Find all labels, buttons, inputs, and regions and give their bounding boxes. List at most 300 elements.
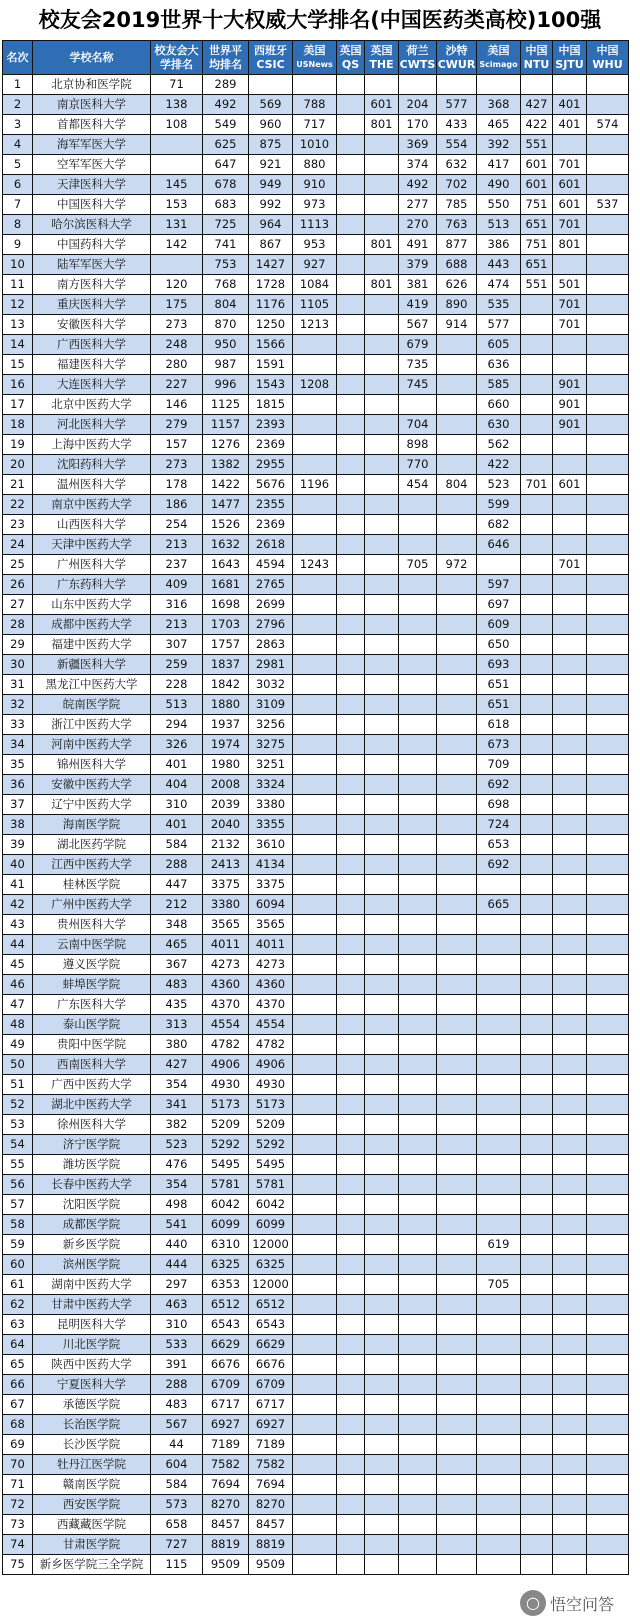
table-cell bbox=[337, 195, 365, 215]
table-cell bbox=[477, 1015, 521, 1035]
table-cell bbox=[587, 1255, 629, 1275]
table-cell bbox=[365, 1395, 399, 1415]
table-cell bbox=[553, 255, 587, 275]
table-cell bbox=[293, 735, 337, 755]
table-cell bbox=[587, 175, 629, 195]
table-cell bbox=[399, 935, 437, 955]
chat-bubble-icon: ○ bbox=[520, 1590, 546, 1616]
rank-cell: 29 bbox=[3, 635, 33, 655]
table-cell: 651 bbox=[521, 255, 553, 275]
table-row bbox=[3, 1215, 629, 1235]
table-cell: 289 bbox=[203, 75, 249, 95]
school-name-cell: 山东中医药大学 bbox=[33, 595, 151, 615]
table-cell: 698 bbox=[477, 795, 521, 815]
table-cell: 4554 bbox=[249, 1015, 293, 1035]
table-cell bbox=[399, 1055, 437, 1075]
school-name-cell: 江西中医药大学 bbox=[33, 855, 151, 875]
table-cell: 6629 bbox=[249, 1335, 293, 1355]
table-cell bbox=[399, 1135, 437, 1155]
table-cell bbox=[437, 1055, 477, 1075]
table-cell bbox=[521, 815, 553, 835]
table-cell: 4554 bbox=[203, 1015, 249, 1035]
table-cell: 120 bbox=[151, 275, 203, 295]
table-cell: 601 bbox=[521, 155, 553, 175]
table-cell: 427 bbox=[521, 95, 553, 115]
school-name-cell: 成都医学院 bbox=[33, 1215, 151, 1235]
table-cell bbox=[587, 655, 629, 675]
table-cell bbox=[365, 1155, 399, 1175]
rank-cell: 38 bbox=[3, 815, 33, 835]
table-cell bbox=[337, 655, 365, 675]
table-cell bbox=[521, 455, 553, 475]
table-cell: 146 bbox=[151, 395, 203, 415]
table-cell bbox=[553, 1255, 587, 1275]
table-cell bbox=[293, 675, 337, 695]
table-cell: 270 bbox=[399, 215, 437, 235]
table-cell bbox=[437, 455, 477, 475]
rank-cell: 57 bbox=[3, 1195, 33, 1215]
table-cell: 4594 bbox=[249, 555, 293, 575]
table-cell bbox=[587, 855, 629, 875]
table-cell bbox=[399, 1355, 437, 1375]
table-cell bbox=[587, 715, 629, 735]
table-cell bbox=[587, 95, 629, 115]
school-name-cell: 沈阳药科大学 bbox=[33, 455, 151, 475]
rank-cell: 23 bbox=[3, 515, 33, 535]
column-header bbox=[33, 41, 151, 75]
table-cell bbox=[587, 815, 629, 835]
table-cell: 294 bbox=[151, 715, 203, 735]
school-name-cell: 大连医科大学 bbox=[33, 375, 151, 395]
table-cell bbox=[399, 875, 437, 895]
table-cell bbox=[521, 1255, 553, 1275]
table-cell: 697 bbox=[477, 595, 521, 615]
table-cell: 4370 bbox=[249, 995, 293, 1015]
table-cell: 550 bbox=[477, 195, 521, 215]
table-cell bbox=[553, 455, 587, 475]
table-row bbox=[3, 155, 629, 175]
table-cell bbox=[365, 1235, 399, 1255]
table-cell bbox=[337, 815, 365, 835]
table-cell: 618 bbox=[477, 715, 521, 735]
table-cell bbox=[553, 735, 587, 755]
table-cell bbox=[553, 1375, 587, 1395]
rank-cell: 27 bbox=[3, 595, 33, 615]
table-cell: 537 bbox=[587, 195, 629, 215]
table-cell bbox=[293, 395, 337, 415]
table-cell bbox=[399, 895, 437, 915]
table-cell: 768 bbox=[203, 275, 249, 295]
table-cell: 4011 bbox=[203, 935, 249, 955]
table-cell bbox=[477, 1495, 521, 1515]
table-cell bbox=[365, 695, 399, 715]
table-cell bbox=[437, 955, 477, 975]
table-cell bbox=[399, 1115, 437, 1135]
table-cell bbox=[521, 935, 553, 955]
table-cell: 259 bbox=[151, 655, 203, 675]
table-cell bbox=[293, 895, 337, 915]
table-cell bbox=[521, 495, 553, 515]
rank-cell: 72 bbox=[3, 1495, 33, 1515]
table-cell bbox=[587, 1075, 629, 1095]
table-cell bbox=[365, 635, 399, 655]
table-cell: 1757 bbox=[203, 635, 249, 655]
table-cell: 3256 bbox=[249, 715, 293, 735]
table-cell: 1084 bbox=[293, 275, 337, 295]
watermark bbox=[514, 1588, 620, 1618]
table-cell bbox=[293, 855, 337, 875]
table-cell: 6927 bbox=[203, 1415, 249, 1435]
table-cell: 626 bbox=[437, 275, 477, 295]
school-name-cell: 广东药科大学 bbox=[33, 575, 151, 595]
table-cell bbox=[587, 1055, 629, 1075]
table-cell bbox=[293, 695, 337, 715]
table-cell bbox=[521, 1155, 553, 1175]
table-cell bbox=[399, 1155, 437, 1175]
school-name-cell: 中国医科大学 bbox=[33, 195, 151, 215]
table-cell bbox=[587, 155, 629, 175]
table-cell: 619 bbox=[477, 1235, 521, 1255]
table-cell: 651 bbox=[477, 675, 521, 695]
table-cell bbox=[337, 435, 365, 455]
table-row bbox=[3, 975, 629, 995]
table-cell: 170 bbox=[399, 115, 437, 135]
table-cell bbox=[365, 875, 399, 895]
table-cell: 443 bbox=[477, 255, 521, 275]
rank-cell: 30 bbox=[3, 655, 33, 675]
table-cell bbox=[365, 475, 399, 495]
table-cell: 6099 bbox=[249, 1215, 293, 1235]
table-cell: 763 bbox=[437, 215, 477, 235]
table-cell bbox=[437, 695, 477, 715]
table-cell: 1157 bbox=[203, 415, 249, 435]
table-cell bbox=[437, 575, 477, 595]
table-cell: 604 bbox=[151, 1455, 203, 1475]
table-cell bbox=[365, 1335, 399, 1355]
table-cell bbox=[521, 1515, 553, 1535]
table-cell: 435 bbox=[151, 995, 203, 1015]
table-cell bbox=[437, 795, 477, 815]
table-cell bbox=[553, 515, 587, 535]
table-cell: 2796 bbox=[249, 615, 293, 635]
table-cell bbox=[337, 1435, 365, 1455]
table-cell: 605 bbox=[477, 335, 521, 355]
table-cell bbox=[399, 395, 437, 415]
table-cell bbox=[587, 1435, 629, 1455]
table-cell bbox=[477, 1535, 521, 1555]
table-cell bbox=[337, 495, 365, 515]
table-cell bbox=[365, 75, 399, 95]
table-cell bbox=[587, 315, 629, 335]
table-cell bbox=[337, 415, 365, 435]
table-cell bbox=[293, 1055, 337, 1075]
table-cell: 8270 bbox=[249, 1495, 293, 1515]
table-cell: 369 bbox=[399, 135, 437, 155]
table-cell bbox=[521, 1195, 553, 1215]
table-cell bbox=[521, 1555, 553, 1575]
table-cell bbox=[337, 1355, 365, 1375]
table-cell bbox=[553, 1035, 587, 1055]
rank-cell: 24 bbox=[3, 535, 33, 555]
table-cell bbox=[399, 1395, 437, 1415]
table-cell: 1250 bbox=[249, 315, 293, 335]
table-cell bbox=[521, 1375, 553, 1395]
school-name-cell: 安徽医科大学 bbox=[33, 315, 151, 335]
table-cell: 692 bbox=[477, 775, 521, 795]
rank-cell: 21 bbox=[3, 475, 33, 495]
rank-cell: 15 bbox=[3, 355, 33, 375]
table-cell bbox=[437, 1495, 477, 1515]
column-header bbox=[293, 41, 337, 75]
table-cell bbox=[399, 1495, 437, 1515]
table-row bbox=[3, 255, 629, 275]
table-cell bbox=[553, 1535, 587, 1555]
table-cell: 673 bbox=[477, 735, 521, 755]
table-cell: 741 bbox=[203, 235, 249, 255]
column-header-line2: QS bbox=[341, 57, 360, 71]
table-cell: 6310 bbox=[203, 1235, 249, 1255]
table-cell bbox=[399, 775, 437, 795]
table-cell: 131 bbox=[151, 215, 203, 235]
table-cell: 391 bbox=[151, 1355, 203, 1375]
table-cell bbox=[437, 1535, 477, 1555]
table-cell: 688 bbox=[437, 255, 477, 275]
table-cell bbox=[587, 915, 629, 935]
table-cell: 115 bbox=[151, 1555, 203, 1575]
table-row bbox=[3, 1195, 629, 1215]
table-cell bbox=[365, 1555, 399, 1575]
table-cell: 368 bbox=[477, 95, 521, 115]
table-cell bbox=[399, 675, 437, 695]
table-cell: 785 bbox=[437, 195, 477, 215]
table-cell bbox=[337, 995, 365, 1015]
table-row bbox=[3, 435, 629, 455]
table-cell bbox=[587, 895, 629, 915]
school-name-cell: 宁夏医科大学 bbox=[33, 1375, 151, 1395]
table-cell: 483 bbox=[151, 1395, 203, 1415]
column-header bbox=[3, 41, 33, 75]
table-cell: 7189 bbox=[249, 1435, 293, 1455]
table-row bbox=[3, 615, 629, 635]
table-row bbox=[3, 995, 629, 1015]
table-cell bbox=[399, 1095, 437, 1115]
table-cell bbox=[437, 1335, 477, 1355]
table-cell bbox=[293, 1555, 337, 1575]
table-cell bbox=[553, 1455, 587, 1475]
rank-cell: 63 bbox=[3, 1315, 33, 1335]
column-header bbox=[399, 41, 437, 75]
table-cell: 417 bbox=[477, 155, 521, 175]
table-cell: 597 bbox=[477, 575, 521, 595]
table-cell bbox=[399, 595, 437, 615]
table-cell bbox=[365, 515, 399, 535]
table-cell bbox=[399, 815, 437, 835]
table-cell bbox=[399, 1035, 437, 1055]
table-cell bbox=[553, 835, 587, 855]
table-cell: 4360 bbox=[249, 975, 293, 995]
table-cell: 953 bbox=[293, 235, 337, 255]
table-cell: 3375 bbox=[203, 875, 249, 895]
table-cell bbox=[437, 435, 477, 455]
table-cell: 447 bbox=[151, 875, 203, 895]
table-cell bbox=[477, 975, 521, 995]
table-cell: 186 bbox=[151, 495, 203, 515]
table-cell: 2369 bbox=[249, 515, 293, 535]
rank-cell: 17 bbox=[3, 395, 33, 415]
table-cell: 5495 bbox=[203, 1155, 249, 1175]
table-cell bbox=[337, 1075, 365, 1095]
table-cell bbox=[337, 915, 365, 935]
column-header bbox=[337, 41, 365, 75]
column-header-line1: 美国 bbox=[487, 43, 510, 57]
table-row bbox=[3, 475, 629, 495]
table-cell bbox=[553, 1515, 587, 1535]
table-cell: 1213 bbox=[293, 315, 337, 335]
table-cell bbox=[587, 1515, 629, 1535]
table-cell bbox=[365, 1255, 399, 1275]
table-cell bbox=[399, 635, 437, 655]
table-cell: 678 bbox=[203, 175, 249, 195]
table-cell bbox=[293, 535, 337, 555]
table-cell bbox=[553, 655, 587, 675]
table-cell bbox=[477, 1355, 521, 1375]
table-cell bbox=[587, 935, 629, 955]
table-cell bbox=[293, 1535, 337, 1555]
table-cell: 381 bbox=[399, 275, 437, 295]
table-cell bbox=[553, 435, 587, 455]
table-cell bbox=[337, 855, 365, 875]
rank-cell: 60 bbox=[3, 1255, 33, 1275]
table-cell bbox=[365, 975, 399, 995]
table-cell bbox=[293, 1495, 337, 1515]
table-cell bbox=[365, 415, 399, 435]
table-cell bbox=[337, 1495, 365, 1515]
table-cell bbox=[365, 355, 399, 375]
table-cell: 8457 bbox=[203, 1515, 249, 1535]
table-cell bbox=[337, 935, 365, 955]
table-cell: 1643 bbox=[203, 555, 249, 575]
table-cell bbox=[365, 555, 399, 575]
table-cell: 307 bbox=[151, 635, 203, 655]
table-cell bbox=[399, 615, 437, 635]
table-cell: 6629 bbox=[203, 1335, 249, 1355]
table-cell bbox=[521, 535, 553, 555]
table-cell: 551 bbox=[521, 275, 553, 295]
table-cell bbox=[337, 335, 365, 355]
school-name-cell: 湖北中医药大学 bbox=[33, 1095, 151, 1115]
column-header-line1: 沙特 bbox=[445, 43, 468, 57]
table-cell bbox=[437, 1215, 477, 1235]
rank-cell: 19 bbox=[3, 435, 33, 455]
table-cell: 630 bbox=[477, 415, 521, 435]
table-cell: 601 bbox=[553, 175, 587, 195]
table-cell: 7582 bbox=[203, 1455, 249, 1475]
table-cell: 650 bbox=[477, 635, 521, 655]
table-cell: 392 bbox=[477, 135, 521, 155]
table-cell: 927 bbox=[293, 255, 337, 275]
table-cell bbox=[337, 235, 365, 255]
table-cell: 1728 bbox=[249, 275, 293, 295]
table-cell: 1427 bbox=[249, 255, 293, 275]
table-cell bbox=[521, 435, 553, 455]
table-cell bbox=[553, 695, 587, 715]
table-cell: 145 bbox=[151, 175, 203, 195]
table-cell bbox=[477, 1475, 521, 1495]
table-cell: 601 bbox=[521, 175, 553, 195]
table-cell: 5781 bbox=[249, 1175, 293, 1195]
table-cell bbox=[293, 1095, 337, 1115]
school-name-cell: 陆军军医大学 bbox=[33, 255, 151, 275]
table-cell bbox=[587, 515, 629, 535]
school-name-cell: 南京医科大学 bbox=[33, 95, 151, 115]
table-row bbox=[3, 515, 629, 535]
table-cell bbox=[553, 595, 587, 615]
table-cell: 4273 bbox=[203, 955, 249, 975]
table-cell bbox=[521, 75, 553, 95]
rank-cell: 9 bbox=[3, 235, 33, 255]
rank-cell: 7 bbox=[3, 195, 33, 215]
school-name-cell: 空军军医大学 bbox=[33, 155, 151, 175]
table-cell bbox=[337, 175, 365, 195]
rank-cell: 64 bbox=[3, 1335, 33, 1355]
table-cell bbox=[437, 775, 477, 795]
table-cell bbox=[365, 435, 399, 455]
table-cell bbox=[365, 135, 399, 155]
table-cell: 6042 bbox=[203, 1195, 249, 1215]
table-cell bbox=[477, 955, 521, 975]
school-name-cell: 昆明医科大学 bbox=[33, 1315, 151, 1335]
table-cell bbox=[337, 1475, 365, 1495]
table-row bbox=[3, 1055, 629, 1075]
table-cell bbox=[587, 1215, 629, 1235]
table-cell: 138 bbox=[151, 95, 203, 115]
table-cell bbox=[365, 815, 399, 835]
table-cell bbox=[553, 1235, 587, 1255]
table-cell bbox=[365, 1495, 399, 1515]
table-cell bbox=[337, 535, 365, 555]
school-name-cell: 河北医科大学 bbox=[33, 415, 151, 435]
table-cell: 701 bbox=[553, 295, 587, 315]
table-cell: 964 bbox=[249, 215, 293, 235]
table-cell bbox=[337, 1395, 365, 1415]
table-cell bbox=[553, 335, 587, 355]
table-cell: 379 bbox=[399, 255, 437, 275]
school-name-cell: 辽宁中医药大学 bbox=[33, 795, 151, 815]
table-cell bbox=[587, 595, 629, 615]
table-cell: 745 bbox=[399, 375, 437, 395]
table-cell bbox=[521, 1075, 553, 1095]
table-cell bbox=[521, 915, 553, 935]
column-header bbox=[365, 41, 399, 75]
table-cell: 1477 bbox=[203, 495, 249, 515]
table-cell bbox=[293, 575, 337, 595]
table-cell: 483 bbox=[151, 975, 203, 995]
column-header-line2: Scimago bbox=[479, 59, 518, 69]
table-cell bbox=[293, 1115, 337, 1135]
rank-cell: 59 bbox=[3, 1235, 33, 1255]
table-cell bbox=[521, 655, 553, 675]
table-cell: 354 bbox=[151, 1175, 203, 1195]
table-cell: 801 bbox=[365, 115, 399, 135]
table-cell: 1815 bbox=[249, 395, 293, 415]
table-cell bbox=[553, 1395, 587, 1415]
table-cell bbox=[293, 1195, 337, 1215]
table-cell bbox=[521, 1095, 553, 1115]
table-cell bbox=[337, 835, 365, 855]
table-cell bbox=[477, 1255, 521, 1275]
rank-cell: 34 bbox=[3, 735, 33, 755]
table-cell bbox=[437, 1455, 477, 1475]
